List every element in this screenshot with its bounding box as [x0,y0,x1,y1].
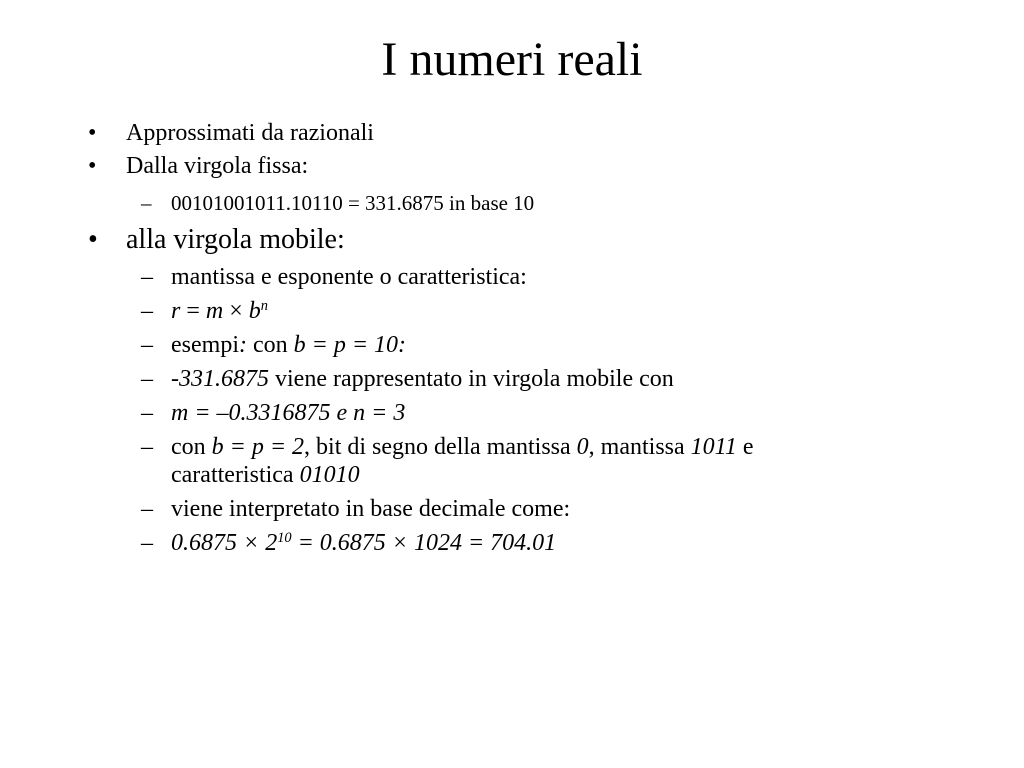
sub-item-interpretato: viene interpretato in base decimale come: [171,496,571,522]
dash-marker: – [141,434,153,460]
var-r: r [171,298,181,324]
times: × [223,298,249,324]
sub-item-rappresentato [171,366,674,393]
bullet-virgola-mobile: alla virgola mobile: [126,224,345,255]
calc-part1: 0.6875 × 2 [171,530,278,556]
var-m: m [205,298,224,324]
bullet-virgola-fissa: Dalla virgola fissa: [126,153,309,179]
mantissa-text: , mantissa [588,434,691,460]
esempi-colon: : [238,332,247,358]
sub-item-caratteristica [171,462,360,489]
sub-item-m-n-values: m = –0.3316875 e n = 3 [171,400,406,426]
bit-value: 0 [576,434,589,460]
sub-item-calcolo [171,530,556,557]
caratteristica-value: 01010 [299,462,360,488]
formula-b-p-2: b = p = 2 [211,434,305,460]
dash-marker: – [141,298,153,324]
rappresentato-text: viene rappresentato in virgola mobile con [269,366,674,392]
mantissa-value: 1011 [690,434,737,460]
segno-text: , bit di segno della mantissa [304,434,577,460]
equals: = [180,298,206,324]
slide-title: I numeri reali [381,33,643,86]
sub-item-binary-example: 00101001011.10110 = 331.6875 in base 10 [171,191,535,215]
bullet-marker: • [88,153,97,179]
con-text: con [246,332,294,358]
dash-marker: – [141,530,153,556]
exponent-n: n [260,298,268,315]
dash-marker: – [141,191,152,215]
bullet-approssimati: Approssimati da razionali [126,120,374,146]
dash-marker: – [141,264,153,290]
sub-item-formula-r [171,298,268,325]
sub-item-esempi [171,332,406,359]
bullet-marker: • [88,224,98,255]
e-text: e [736,434,754,460]
caratteristica-text: caratteristica [171,462,300,488]
dash-marker: – [141,332,153,358]
esempi-text: esempi [171,332,239,358]
dash-marker: – [141,400,153,426]
dash-marker: – [141,496,153,522]
bullet-marker: • [88,120,97,146]
value-negative: -331.6875 [171,366,269,392]
exponent-10: 10 [277,530,292,547]
formula-b-p-10: b = p = 10: [293,332,407,358]
sub-item-mantissa-esponente: mantissa e esponente o caratteristica: [171,264,527,290]
var-b: b [248,298,261,324]
sub-item-con-b-p-2 [171,434,754,461]
dash-marker: – [141,366,153,392]
con-text: con [171,434,212,460]
calc-part2: = 0.6875 × 1024 = 704.01 [291,530,557,556]
